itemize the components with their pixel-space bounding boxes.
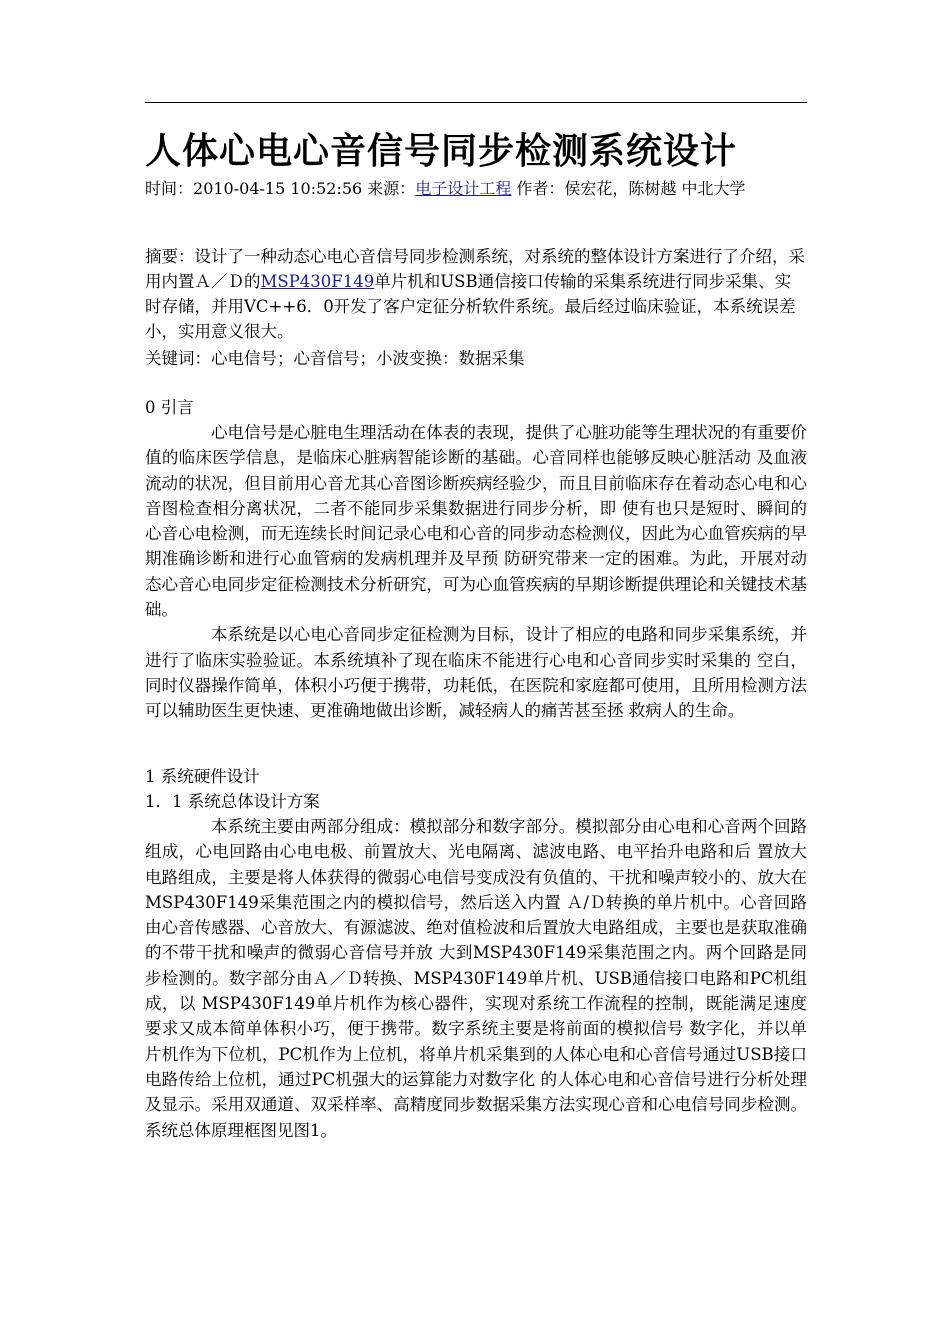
section-heading-0: 0 引言: [145, 398, 194, 417]
time-label: 时间：: [145, 179, 194, 198]
section-introduction: [145, 395, 807, 724]
author-label: 作者：: [511, 179, 565, 198]
top-divider: [145, 102, 807, 103]
paragraph: 心电信号是心脏电生理活动在体表的表现，提供了心脏功能等生理状况的有重要价值的临床医学信息，是临床心脏病智能诊断的基础。心音同样也能够反映心脏活动 及血液流动的状况，但目前用心音尤其心音图诊断疾病经验少，而且目前临床存在着动态心电和心音图检查相分离状况，二者不能同步采集数据进行同步分析，即 使有也只是短时、瞬间的心音心电检测，而无连续长时间记录心电和心音的同步动态检测仪，因此为心血管疾病的早期准确诊断和进行心血管病的发病机理并及早预 防研究带来一定的困难。为此，开展对动态心音心电同步定征检测技术分析研究，可为心血管疾病的早期诊断提供理论和关键技术基础。: [145, 423, 807, 620]
msp430-link[interactable]: MSP430F149: [260, 272, 375, 291]
section-heading-1: 1 系统硬件设计: [145, 767, 260, 786]
source-label: 来源：: [362, 179, 416, 198]
time-value: 2010-04-15 10:52:56: [193, 179, 363, 198]
section-hardware: [145, 764, 807, 1143]
abstract-text-2: 单片机和USB通信接口传输的采集系统进行同步采集、实时存储，并用VC++6．0开发了客户定征分析软件系统。最后经过临床验证，本系统误差小，实用意义很大。: [145, 272, 796, 341]
article-meta: [145, 176, 807, 201]
subsection-heading-1-1: 1．1 系统总体设计方案: [145, 792, 320, 811]
abstract-text-1: 摘要：设计了一种动态心电心音信号同步检测系统，对系统的整体设计方案进行了介绍，采用内置Ａ／Ｄ的: [145, 247, 805, 291]
paragraph: 本系统主要由两部分组成：模拟部分和数字部分。模拟部分由心电和心音两个回路组成，心电回路由心电电极、前置放大、光电隔离、滤波电路、电平抬升电路和后 置放大电路组成，主要是将人体获得的微弱心电信号变成没有负值的、干扰和噪声较小的、放大在MSP430F149采集范围之内的模拟信号，然后送入内置 Ａ/Ｄ转换的单片机中。心音回路由心音传感器、心音放大、有源滤波、绝对值检波和后置放大电路组成，主要也是获取准确的不带干扰和噪声的微弱心音信号并放 大到MSP430F149采集范围之内。两个回路是同步检测的。数字部分由Ａ／Ｄ转换、MSP430F149单片机、USB通信接口电路和PC机组成，以 MSP430F149单片机作为核心器件，实现对系统工作流程的控制，既能满足速度要求又成本简单体积小巧，便于携带。数字系统主要是将前面的模拟信号 数字化，并以单片机作为下位机，PC机作为上位机，将单片机采集到的人体心电和心音信号通过USB接口电路传给上位机，通过PC机强大的运算能力对数字化 的人体心电和心音信号进行分析处理及显示。采用双通道、双采样率、高精度同步数据采集方法实现心音和心电信号同步检测。系统总体原理框图见图1。: [145, 817, 807, 1140]
paragraph: 本系统是以心电心音同步定征检测为目标，设计了相应的电路和同步采集系统，并进行了临床实验验证。本系统填补了现在临床不能进行心电和心音同步实时采集的 空白，同时仪器操作简单，体积小巧便于携带，功耗低，在医院和家庭都可使用，且所用检测方法可以辅助医生更快速、更准确地做出诊断，减轻病人的痛苦甚至拯 救病人的生命。: [145, 625, 807, 721]
authors: 侯宏花，陈树越 中北大学: [564, 179, 746, 198]
article-title: 人体心电心音信号同步检测系统设计: [145, 130, 738, 172]
abstract: [145, 244, 807, 344]
source-link[interactable]: 电子设计工程: [415, 179, 512, 198]
keywords: 关键词：心电信号；心音信号；小波变换：数据采集: [145, 349, 525, 368]
